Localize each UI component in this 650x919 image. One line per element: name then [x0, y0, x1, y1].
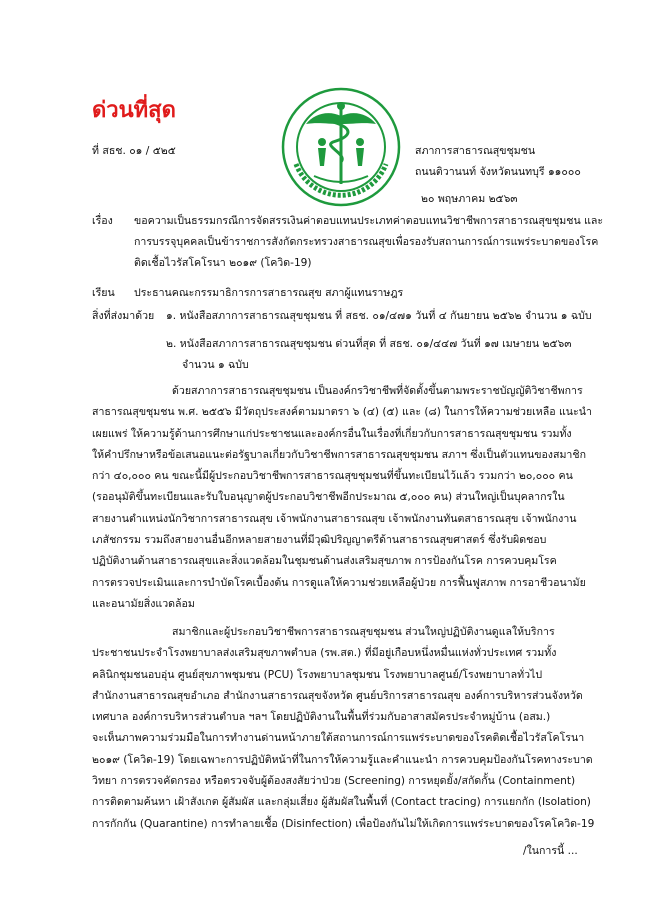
- paragraph-line: การกักกัน (Quarantine) การทำลายเชื้อ (Disinfection) เพื่อป้องกันไม่ให้เกิดการแพร่ระบาดของโรคโควิด-19: [92, 817, 595, 830]
- attachments-label: สิ่งที่ส่งมาด้วย: [92, 310, 155, 322]
- paragraph-line: และอนามัยสิ่งแวดล้อม: [92, 597, 195, 610]
- paragraph-line: การติดตามค้นหา เฝ้าสังเกต ผู้สัมผัส และกลุ่มเสี่ยง ผู้สัมผัสในพื้นที่ (Contact tracing) การแยกกัก (Isolation): [92, 796, 591, 809]
- paragraph-line: สมาชิกและผู้ประกอบวิชาชีพการสาธารณสุขชุมชน ส่วนใหญ่ปฏิบัติงานดูแลให้บริการ: [172, 626, 555, 638]
- paragraph-line: ด้วยสภาการสาธารณสุขชุมชน เป็นองค์กรวิชาชีพที่จัดตั้งขึ้นตามพระราชบัญญัติวิชาชีพการ: [172, 385, 583, 397]
- attachment-item: ๑. หนังสือสภาการสาธารณสุขชุมชน ที่ สธช. ๐๑/๔๗๑ วันที่ ๔ กันยายน ๒๕๖๒ จำนวน ๑ ฉบับ: [166, 310, 592, 322]
- council-logo: [278, 84, 404, 210]
- paragraph-line: ให้คำปรึกษาหรือข้อเสนอแนะต่อรัฐบาลเกี่ยวกับวิชาชีพการสาธารณสุขชุมชน สภาฯ ซึ่งเป็นตัวแทนของสมาชิก: [92, 448, 586, 461]
- paragraph-line: ประชาชนประจำโรงพยาบาลส่งเสริมสุขภาพตำบล (รพ.สต.) ที่มีอยู่เกือบหนึ่งหมื่นแห่งทั่วประเทศ รวมทั้ง: [92, 647, 557, 660]
- paragraph-line: จะเห็นภาพความร่วมมือในการทำงานด่านหน้าภายใต้สถานการณ์การแพร่ระบาดของโรคติดเชื้อไวรัสโคโรนา: [92, 732, 585, 745]
- document-number: ที่ สธช. ๐๑ / ๕๒๕: [92, 145, 176, 157]
- subject-line: การบรรจุบุคคลเป็นข้าราชการสังกัดกระทรวงสาธารณสุขเพื่อรองรับสถานการณ์การแพร่ระบาดของโรค: [134, 236, 599, 248]
- subject-line: ขอความเป็นธรรมกรณีการจัดสรรเงินค่าตอบแทนประเภทค่าตอบแทนวิชาชีพการสาธารณสุขชุมชน และ: [134, 215, 604, 227]
- paragraph-line: เผยแพร่ ให้ความรู้ด้านการศึกษาแก่ประชาชนและองค์กรอื่นในเรื่องที่เกี่ยวกับการสาธารณสุขชุมชน รวมทั้ง: [92, 427, 572, 440]
- paragraph-line: คลินิกชุมชนอบอุ่น ศูนย์สุขภาพชุมชน (PCU) โรงพยาบาลชุมชน โรงพยาบาลศูนย์/โรงพยาบาลทั่วไป: [92, 668, 543, 681]
- subject-line: ติดเชื้อไวรัสโคโรนา ๒๐๑๙ (โควิด-19): [134, 257, 312, 269]
- subject-label: เรื่อง: [92, 215, 113, 227]
- salutation-recipient: ประธานคณะกรรมาธิการการสาธารณสุข สภาผู้แทนราษฎร: [134, 287, 404, 299]
- paragraph-line: ปฏิบัติงานด้านสาธารณสุขและสิ่งแวดล้อมในชุมชนด้านส่งเสริมสุขภาพ การป้องกันโรค การควบคุมโรค: [92, 555, 557, 568]
- urgency-heading: ด่วนที่สุด: [92, 98, 176, 123]
- paragraph-line: สายงานตำแหน่งนักวิชาการสาธารณสุข เจ้าพนักงานสาธารณสุข เจ้าพนักงานทันตสาธารณสุข เจ้าพนักงาน: [92, 512, 577, 525]
- org-name: สภาการสาธารณสุขชุมชน: [415, 145, 536, 157]
- paragraph-line: สาธารณสุขชุมชน พ.ศ. ๒๕๕๖ มีวัตถุประสงค์ตามมาตรา ๖ (๔) (๕) และ (๘) ในการให้ความช่วยเหลือ แนะนำ: [92, 406, 592, 419]
- paragraph-line: สำนักงานสาธารณสุขอำเภอ สำนักงานสาธารณสุขจังหวัด ศูนย์บริการสาธารณสุข องค์การบริหารส่วนจังหวัด: [92, 689, 583, 702]
- body-paragraph-2: [92, 622, 602, 835]
- body-paragraph-1: [92, 381, 602, 615]
- org-address: ถนนติวานนท์ จังหวัดนนทบุรี ๑๑๐๐๐: [415, 166, 581, 178]
- paragraph-line: การตรวจประเมินและการบำบัดโรคเบื้องต้น การดูแลให้ความช่วยเหลือผู้ป่วย การฟื้นฟูสภาพ การอาชีวอนามัย: [92, 576, 586, 589]
- attachment-item: ๒. หนังสือสภาการสาธารณสุขชุมชน ด่วนที่สุด ที่ สธช. ๐๑/๔๔๗ วันที่ ๑๗ เมษายน ๒๕๖๓: [166, 338, 572, 350]
- attachment-item-continued: จำนวน ๑ ฉบับ: [182, 359, 249, 371]
- document-date: ๒๐ พฤษภาคม ๒๕๖๓: [421, 193, 518, 205]
- paragraph-line: ๒๐๑๙ (โควิด-19) โดยเฉพาะการปฏิบัติหน้าที่ในการให้ความรู้และคำแนะนำ การควบคุมป้องกันโรคทางระบาด: [92, 753, 593, 766]
- paragraph-line: เทศบาล องค์การบริหารส่วนตำบล ฯลฯ โดยปฏิบัติงานในพื้นที่ร่วมกับอาสาสมัครประจำหมู่บ้าน (อสม.): [92, 711, 551, 724]
- paragraph-line: (รออนุมัติขึ้นทะเบียนและรับใบอนุญาตผู้ประกอบวิชาชีพอีกประมาณ ๕,๐๐๐ คน) ส่วนใหญ่เป็นบุคลากรใน: [92, 491, 565, 504]
- paragraph-line: เภสัชกรรม รวมถึงสายงานอื่นอีกหลายสายงานที่มีวุฒิปริญญาตรีด้านสาธารณสุขศาสตร์ ซึ่งรับผิดชอบ: [92, 534, 547, 547]
- salutation-label: เรียน: [92, 287, 115, 299]
- paragraph-line: กว่า ๔๐,๐๐๐ คน ขณะนี้มีผู้ประกอบวิชาชีพการสาธารณสุขชุมชนที่ขึ้นทะเบียนไว้แล้ว รวมกว่า ๒๐,๐๐๐ คน: [92, 470, 573, 483]
- caduceus-emblem-icon: [278, 84, 404, 210]
- continuation-marker: /ในการนี้ ...: [523, 845, 578, 857]
- paragraph-line: วิทยา การตรวจคัดกรอง หรือตรวจจับผู้ต้องสงสัยว่าป่วย (Screening) การหยุดยั้ง/สกัดกั้น (Containment): [92, 775, 576, 788]
